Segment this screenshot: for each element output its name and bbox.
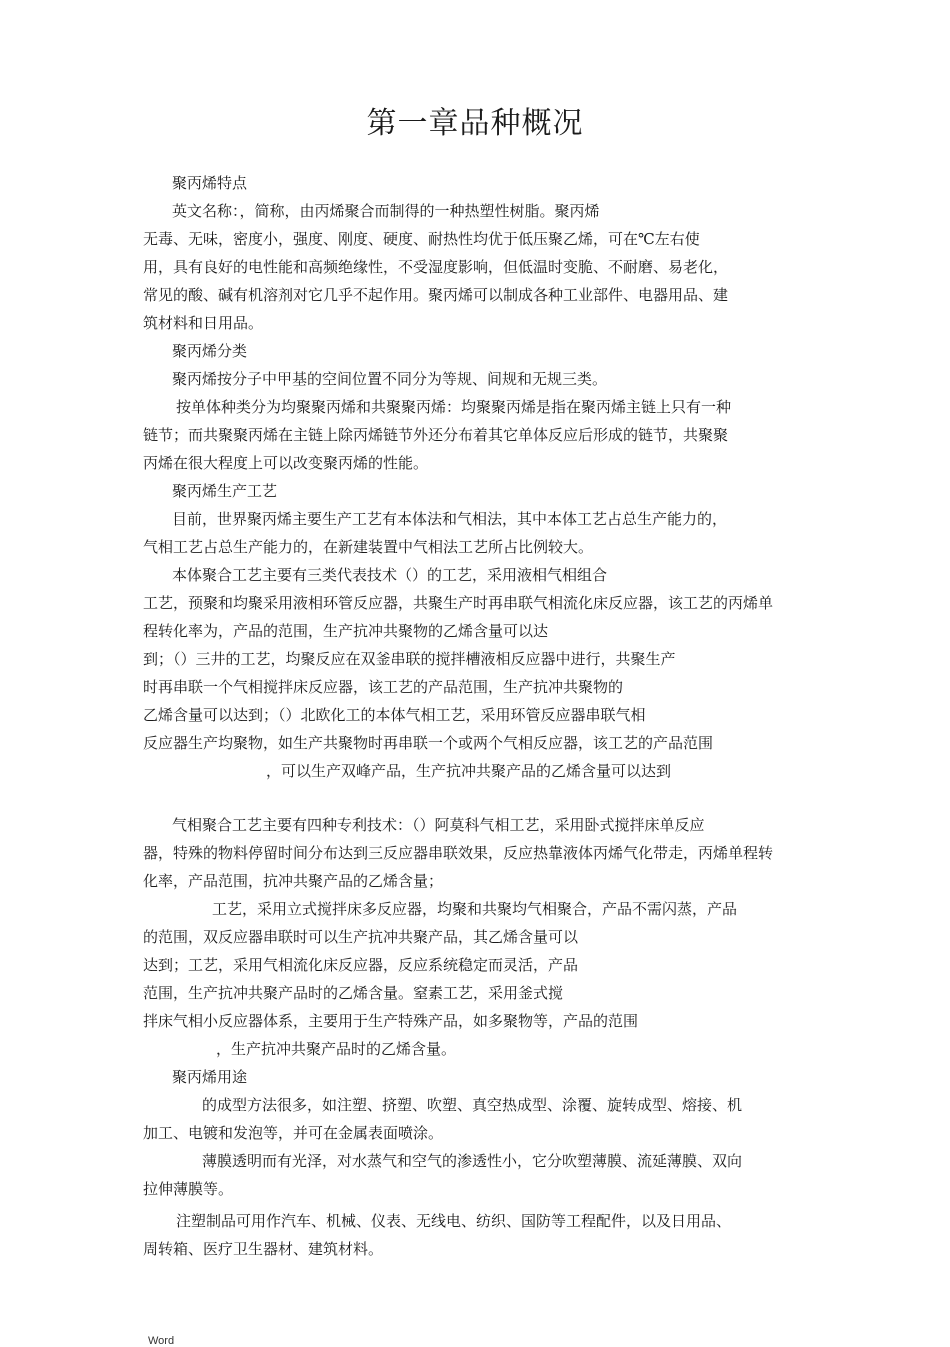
paragraph-line: 按单体种类分为均聚聚丙烯和共聚聚丙烯：均聚聚丙烯是指在聚丙烯主链上只有一种 — [176, 398, 732, 416]
paragraph-line: 注塑制品可用作汽车、机械、仪表、无线电、纺织、国防等工程配件，以及日用品、 — [176, 1212, 732, 1230]
paragraph-line: 用，具有良好的电性能和高频绝缘性，不受湿度影响，但低温时变脆、不耐磨、易老化， — [143, 258, 729, 276]
paragraph-line: 的范围，双反应器串联时可以生产抗冲共聚产品，其乙烯含量可以 — [143, 928, 579, 946]
paragraph-line: 英文名称：，简称，由丙烯聚合而制得的一种热塑性树脂。聚丙烯 — [172, 202, 600, 220]
paragraph-line: 范围，生产抗冲共聚产品时的乙烯含量。窒素工艺，采用釜式搅 — [143, 984, 564, 1002]
paragraph-line: 筑材料和日用品。 — [143, 314, 264, 332]
paragraph-line: 到；（）三井的工艺，均聚反应在双釜串联的搅拌槽液相反应器中进行，共聚生产 — [143, 650, 676, 668]
paragraph-line: 化率，产品范围，抗冲共聚产品的乙烯含量； — [143, 872, 444, 890]
paragraph-line: 乙烯含量可以达到；（）北欧化工的本体气相工艺，采用环管反应器串联气相 — [143, 706, 646, 724]
paragraph-line: 聚丙烯按分子中甲基的空间位置不同分为等规、间规和无规三类。 — [172, 370, 608, 388]
paragraph-line: 常见的酸、碱有机溶剂对它几乎不起作用。聚丙烯可以制成各种工业部件、电器用品、建 — [143, 286, 729, 304]
paragraph-line: 达到；工艺，采用气相流化床反应器，反应系统稳定而灵活，产品 — [143, 956, 579, 974]
paragraph-line: 的成型方法很多，如注塑、挤塑、吹塑、真空热成型、涂覆、旋转成型、熔接、机 — [202, 1096, 743, 1114]
paragraph-line: ，可以生产双峰产品，生产抗冲共聚产品的乙烯含量可以达到 — [266, 762, 672, 780]
paragraph-line: 薄膜透明而有光泽，对水蒸气和空气的渗透性小，它分吹塑薄膜、流延薄膜、双向 — [202, 1152, 743, 1170]
section-heading: 聚丙烯用途 — [172, 1068, 248, 1086]
paragraph-line: 链节；而共聚聚丙烯在主链上除丙烯链节外还分布着其它单体反应后形成的链节，共聚聚 — [143, 426, 729, 444]
paragraph-line: 工艺，采用立式搅拌床多反应器，均聚和共聚均气相聚合，产品不需闪蒸，产品 — [212, 900, 738, 918]
paragraph-line: 本体聚合工艺主要有三类代表技术（）的工艺，采用液相气相组合 — [172, 566, 608, 584]
chapter-title: 第一章品种概况 — [366, 106, 584, 141]
paragraph-line: 程转化率为，产品的范围，生产抗冲共聚物的乙烯含量可以达 — [143, 622, 549, 640]
paragraph-line: 器，特殊的物料停留时间分布达到三反应器串联效果，反应热靠液体丙烯气化带走，丙烯单程转 — [143, 844, 774, 862]
section-heading: 聚丙烯特点 — [172, 174, 248, 192]
paragraph-line: 气相工艺占总生产能力的，在新建装置中气相法工艺所占比例较大。 — [143, 538, 594, 556]
paragraph-line: 丙烯在很大程度上可以改变聚丙烯的性能。 — [143, 454, 429, 472]
paragraph-line: 目前，世界聚丙烯主要生产工艺有本体法和气相法，其中本体工艺占总生产能力的， — [172, 510, 728, 528]
section-heading: 聚丙烯生产工艺 — [172, 482, 278, 500]
paragraph-line: 气相聚合工艺主要有四种专利技术：（）阿莫科气相工艺，采用卧式搅拌床单反应 — [172, 816, 705, 834]
paragraph-line: ，生产抗冲共聚产品时的乙烯含量。 — [216, 1040, 457, 1058]
paragraph-line: 拌床气相小反应器体系，主要用于生产特殊产品，如多聚物等，产品的范围 — [143, 1012, 639, 1030]
paragraph-line: 周转箱、医疗卫生器材、建筑材料。 — [143, 1240, 384, 1258]
paragraph-line: 时再串联一个气相搅拌床反应器，该工艺的产品范围，生产抗冲共聚物的 — [143, 678, 624, 696]
footer-label: Word — [148, 1335, 175, 1347]
paragraph-line: 工艺，预聚和均聚采用液相环管反应器，共聚生产时再串联气相流化床反应器，该工艺的丙烯单 — [143, 594, 774, 612]
section-heading: 聚丙烯分类 — [172, 342, 248, 360]
paragraph-line: 拉伸薄膜等。 — [143, 1180, 234, 1198]
paragraph-line: 加工、电镀和发泡等，并可在金属表面喷涂。 — [143, 1124, 444, 1142]
paragraph-line: 反应器生产均聚物，如生产共聚物时再串联一个或两个气相反应器，该工艺的产品范围 — [143, 734, 714, 752]
paragraph-line: 无毒、无味，密度小，强度、刚度、硬度、耐热性均优于低压聚乙烯，可在℃左右使 — [143, 230, 700, 248]
